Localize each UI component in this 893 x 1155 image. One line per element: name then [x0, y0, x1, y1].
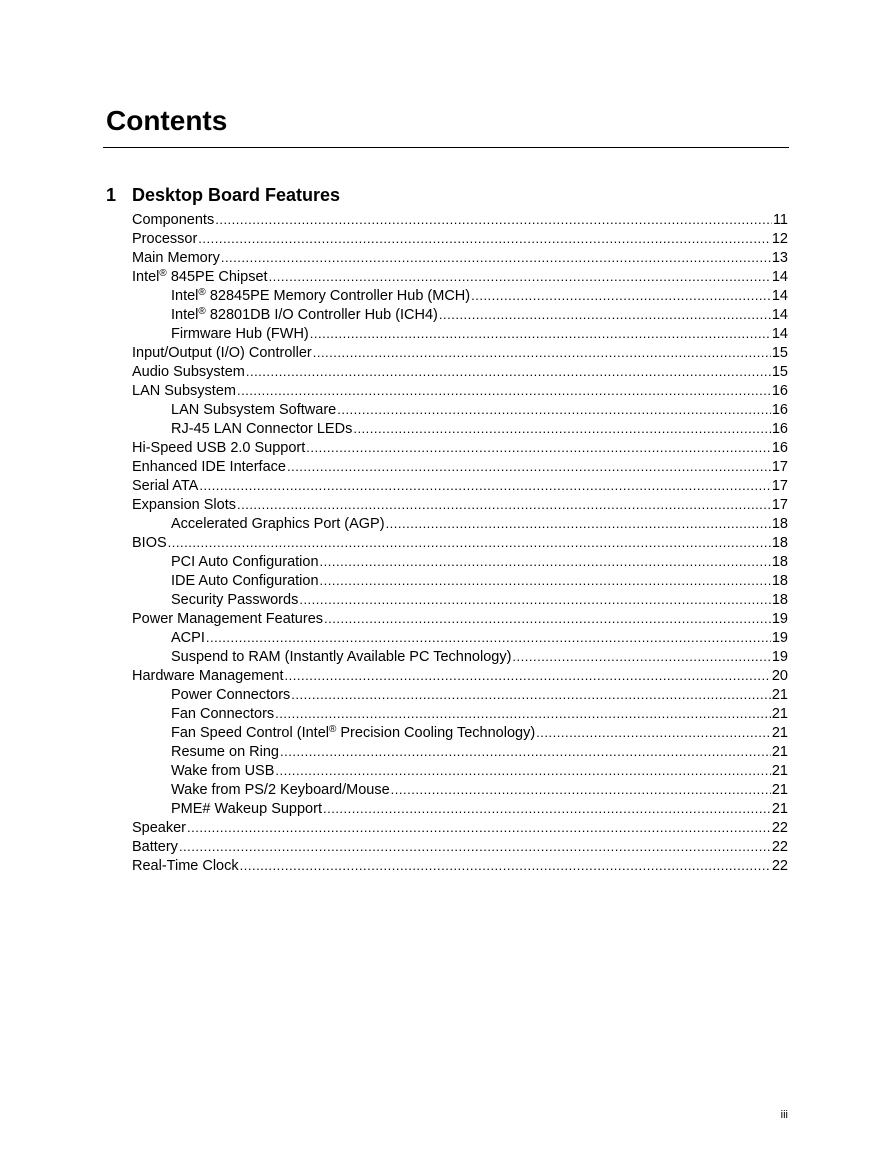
- title-divider: [103, 147, 789, 148]
- toc-entry-text: PME# Wakeup Support: [171, 801, 322, 817]
- dot-leader: [237, 381, 771, 400]
- toc-entry-label: [132, 211, 215, 229]
- dot-leader: [310, 324, 771, 343]
- toc-entry-page: 16: [771, 383, 788, 399]
- toc-entry[interactable]: [132, 210, 788, 229]
- toc-entry[interactable]: [132, 343, 788, 362]
- toc-entry-page: 14: [771, 288, 788, 304]
- dot-leader: [280, 742, 771, 761]
- dot-leader: [391, 780, 771, 799]
- toc-entry[interactable]: [132, 362, 788, 381]
- toc-entry-text: Expansion Slots: [132, 497, 236, 513]
- dot-leader: [439, 305, 771, 324]
- toc-entry-label: [132, 382, 237, 400]
- toc-entry-page: 18: [771, 592, 788, 608]
- toc-entry-text: Power Management Features: [132, 611, 324, 627]
- toc-entry-text: Processor: [132, 231, 198, 247]
- toc-entry-text: Input/Output (I/O) Controller: [132, 345, 312, 361]
- toc-entry-text: Suspend to RAM (Instantly Available PC Technology): [171, 649, 512, 665]
- toc-entry-page: 19: [771, 611, 788, 627]
- toc-entry-text: Intel: [171, 307, 199, 323]
- toc-entry-label: [171, 287, 471, 305]
- dot-leader: [240, 856, 771, 875]
- dot-leader: [324, 609, 771, 628]
- toc-entry-text: Firmware Hub (FWH): [171, 326, 309, 342]
- toc-entry[interactable]: [132, 704, 788, 723]
- toc-entry[interactable]: [132, 552, 788, 571]
- toc-entry-text: Enhanced IDE Interface: [132, 459, 286, 475]
- toc-entry-text: Audio Subsystem: [132, 364, 245, 380]
- toc-entry-text-suffix: 82845PE Memory Controller Hub (MCH): [205, 288, 471, 304]
- toc-entry-label: [132, 249, 221, 267]
- dot-leader: [187, 818, 771, 837]
- toc-entry-text: ACPI: [171, 630, 205, 646]
- dot-leader: [275, 761, 770, 780]
- dot-leader: [198, 229, 771, 248]
- dot-leader: [320, 571, 771, 590]
- toc-entry-label: [132, 268, 269, 286]
- toc-entry-label: [132, 477, 199, 495]
- toc-entry-page: 14: [771, 269, 788, 285]
- dot-leader: [221, 248, 771, 267]
- toc-entry-label: [171, 553, 320, 571]
- toc-entry-text: Resume on Ring: [171, 744, 279, 760]
- toc-entry[interactable]: [132, 780, 788, 799]
- dot-leader: [471, 286, 771, 305]
- toc-entry-page: 22: [771, 839, 788, 855]
- toc-entry[interactable]: [132, 628, 788, 647]
- toc-entry-page: 20: [771, 668, 788, 684]
- dot-leader: [306, 438, 771, 457]
- page-number: iii: [780, 1109, 788, 1121]
- toc-entry-page: 22: [771, 858, 788, 874]
- toc-entry[interactable]: [132, 438, 788, 457]
- dot-leader: [246, 362, 771, 381]
- toc-entry[interactable]: [132, 457, 788, 476]
- toc-entry-page: 21: [771, 801, 788, 817]
- toc-entry[interactable]: [132, 419, 788, 438]
- toc-entry-label: [171, 705, 275, 723]
- toc-entry-label: [132, 496, 237, 514]
- toc-entry[interactable]: [132, 571, 788, 590]
- toc-entry-page: 21: [771, 782, 788, 798]
- toc-entry-label: [171, 800, 323, 818]
- toc-entry-text: Hardware Management: [132, 668, 284, 684]
- toc-entry-text: Intel: [171, 288, 199, 304]
- toc-entry-page: 17: [771, 478, 788, 494]
- toc-entry[interactable]: [132, 476, 788, 495]
- toc-entry-text: Speaker: [132, 820, 187, 836]
- toc-entry-page: 18: [771, 554, 788, 570]
- toc-entry-text: Fan Connectors: [171, 706, 275, 722]
- toc-entry-text: Real-Time Clock: [132, 858, 239, 874]
- chapter-number: 1: [106, 185, 117, 205]
- toc-entry[interactable]: [132, 666, 788, 685]
- dot-leader: [275, 704, 771, 723]
- toc-entry-page: 12: [771, 231, 788, 247]
- toc-entry-page: 18: [771, 516, 788, 532]
- toc-entry[interactable]: [132, 533, 788, 552]
- toc-entry[interactable]: [132, 324, 788, 343]
- toc-entry-page: 21: [771, 744, 788, 760]
- toc-entry-label: [171, 306, 439, 324]
- dot-leader: [536, 723, 771, 742]
- dot-leader: [287, 457, 771, 476]
- dot-leader: [386, 514, 771, 533]
- dot-leader: [337, 400, 771, 419]
- toc-entry[interactable]: [132, 799, 788, 818]
- toc-entry-text-suffix: Precision Cooling Technology): [336, 725, 536, 741]
- toc-entry-page: 17: [771, 459, 788, 475]
- toc-entry-label: [132, 857, 240, 875]
- toc-entry-label: [132, 667, 285, 685]
- toc-entry-label: [171, 629, 206, 647]
- toc-entry[interactable]: [132, 248, 788, 267]
- toc-entry-text: BIOS: [132, 535, 167, 551]
- toc-entry-label: [132, 344, 313, 362]
- toc-entry-label: [171, 420, 353, 438]
- toc-entry-page: 21: [771, 706, 788, 722]
- toc-entry-label: [132, 363, 246, 381]
- toc-entry-page: 21: [771, 687, 788, 703]
- dot-leader: [313, 343, 771, 362]
- toc-entry-text: Main Memory: [132, 250, 220, 266]
- toc-entry-page: 15: [771, 364, 788, 380]
- toc-entry-text: Wake from USB: [171, 763, 275, 779]
- toc-entry-text: Battery: [132, 839, 178, 855]
- toc-entry-page: 19: [771, 649, 788, 665]
- toc-entry-text: Power Connectors: [171, 687, 291, 703]
- toc-entry-text: Fan Speed Control (Intel: [171, 725, 329, 741]
- toc-entry-text: Security Passwords: [171, 592, 299, 608]
- toc-entry[interactable]: [132, 761, 788, 780]
- dot-leader: [199, 476, 771, 495]
- toc-entry-page: 15: [771, 345, 788, 361]
- toc-entry-page: 18: [771, 573, 788, 589]
- toc-entry-label: [171, 743, 280, 761]
- toc-entry-label: [132, 439, 306, 457]
- toc-entry-page: 19: [771, 630, 788, 646]
- toc-entry-label: [171, 781, 391, 799]
- toc-entry-page: 13: [771, 250, 788, 266]
- toc-entry-page: 11: [772, 212, 788, 228]
- registered-mark: ®: [159, 268, 167, 279]
- toc-entry-page: 21: [771, 725, 788, 741]
- toc-entry-label: [132, 610, 324, 628]
- toc-entry[interactable]: [132, 647, 788, 666]
- dot-leader: [299, 590, 771, 609]
- toc-entry-text-suffix: 82801DB I/O Controller Hub (ICH4): [205, 307, 438, 323]
- toc-entry[interactable]: [132, 742, 788, 761]
- toc-entry[interactable]: [132, 514, 788, 533]
- dot-leader: [269, 267, 771, 286]
- toc-entry-page: 16: [771, 421, 788, 437]
- dot-leader: [285, 666, 771, 685]
- page-title: Contents: [106, 105, 228, 136]
- toc-entry[interactable]: [132, 856, 788, 875]
- toc-entry-text: Hi-Speed USB 2.0 Support: [132, 440, 306, 456]
- toc-entry-page: 17: [771, 497, 788, 513]
- toc-entry[interactable]: [132, 267, 788, 286]
- toc-entry-label: [171, 401, 337, 419]
- toc-entry-page: 21: [771, 763, 788, 779]
- toc-entry-text: Components: [132, 212, 215, 228]
- chapter-title: Desktop Board Features: [132, 185, 341, 205]
- toc-entry[interactable]: [132, 495, 788, 514]
- dot-leader: [215, 210, 772, 229]
- toc-entry-text: LAN Subsystem: [132, 383, 236, 399]
- table-of-contents: [132, 210, 788, 875]
- toc-entry[interactable]: [132, 837, 788, 856]
- dot-leader: [291, 685, 771, 704]
- toc-entry[interactable]: [132, 818, 788, 837]
- toc-entry-text: PCI Auto Configuration: [171, 554, 319, 570]
- toc-entry[interactable]: [132, 229, 788, 248]
- toc-entry-text: Wake from PS/2 Keyboard/Mouse: [171, 782, 390, 798]
- toc-entry-label: [171, 762, 275, 780]
- toc-entry[interactable]: [132, 590, 788, 609]
- dot-leader: [323, 799, 771, 818]
- toc-entry-label: [171, 325, 310, 343]
- dot-leader: [353, 419, 771, 438]
- toc-entry-text: Serial ATA: [132, 478, 199, 494]
- dot-leader: [168, 533, 771, 552]
- toc-entry[interactable]: [132, 400, 788, 419]
- toc-entry-label: [132, 230, 198, 248]
- toc-entry-page: 14: [771, 307, 788, 323]
- toc-entry-label: [132, 838, 179, 856]
- toc-entry-text: IDE Auto Configuration: [171, 573, 319, 589]
- registered-mark: ®: [198, 306, 206, 317]
- toc-entry-text: Intel: [132, 269, 160, 285]
- toc-entry-label: [171, 591, 299, 609]
- dot-leader: [512, 647, 770, 666]
- dot-leader: [179, 837, 771, 856]
- toc-entry-page: 16: [771, 402, 788, 418]
- toc-entry-page: 22: [771, 820, 788, 836]
- dot-leader: [320, 552, 771, 571]
- toc-entry[interactable]: [132, 305, 788, 324]
- toc-entry-text-suffix: 845PE Chipset: [166, 269, 268, 285]
- toc-entry-text: RJ-45 LAN Connector LEDs: [171, 421, 353, 437]
- toc-entry-label: [171, 648, 512, 666]
- toc-entry-label: [132, 458, 287, 476]
- toc-entry-label: [171, 515, 386, 533]
- toc-entry-label: [171, 724, 536, 742]
- toc-entry-label: [171, 686, 291, 704]
- chapter-heading: [106, 185, 789, 206]
- toc-entry-label: [132, 534, 168, 552]
- toc-entry-text: LAN Subsystem Software: [171, 402, 337, 418]
- dot-leader: [206, 628, 771, 647]
- dot-leader: [237, 495, 771, 514]
- toc-entry[interactable]: [132, 381, 788, 400]
- registered-mark: ®: [328, 724, 337, 735]
- toc-entry-text: Accelerated Graphics Port (AGP): [171, 516, 385, 532]
- toc-entry-page: 14: [771, 326, 788, 342]
- toc-entry[interactable]: [132, 286, 788, 305]
- toc-entry[interactable]: [132, 609, 788, 628]
- toc-entry-page: 18: [771, 535, 788, 551]
- toc-entry[interactable]: [132, 685, 788, 704]
- toc-entry-label: [132, 819, 187, 837]
- toc-entry-label: [171, 572, 320, 590]
- toc-entry[interactable]: [132, 723, 788, 742]
- registered-mark: ®: [198, 287, 206, 298]
- toc-entry-page: 16: [771, 440, 788, 456]
